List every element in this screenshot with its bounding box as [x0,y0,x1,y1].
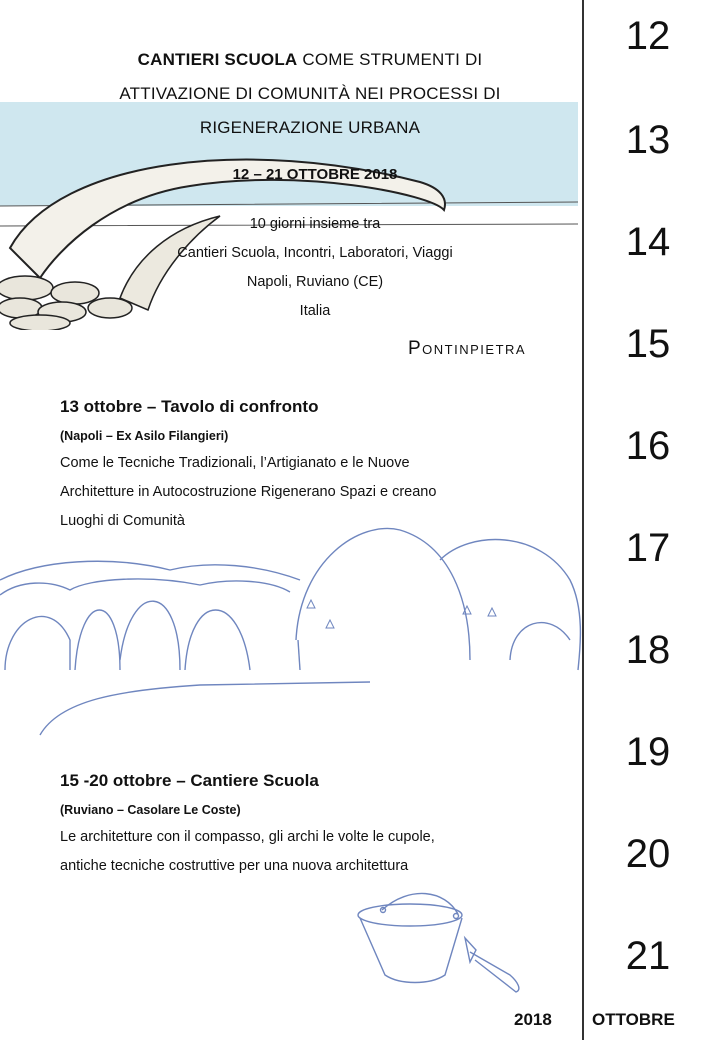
event-1-desc-1: Come le Tecniche Tradizionali, l’Artigianato e le Nuove [60,455,410,471]
footer-month: OTTOBRE [592,1010,675,1029]
event-2-desc-1: Le architetture con il compasso, gli archi le volte le cupole, [60,829,435,845]
intro-line-2: Cantieri Scuola, Incontri, Laboratori, Viaggi [177,245,453,261]
day-20: 20 [625,832,671,876]
day-17: 17 [625,526,671,570]
day-16: 16 [625,424,671,468]
day-18: 18 [625,628,671,672]
day-14: 14 [625,220,671,264]
event-2-title: 15 -20 ottobre – Cantiere Scuola [60,771,319,790]
intro-line-4: Italia [299,303,331,319]
title-line-1 [40,50,580,70]
event-1-desc-3: Luoghi di Comunità [60,513,185,529]
event-2-desc-2: antiche tecniche costruttive per una nuova architettura [60,858,409,874]
day-12: 12 [625,14,671,58]
calendar-divider [582,0,584,1040]
event-1-desc-2: Architetture in Autocostruzione Rigenerano Spazi e creano [60,484,437,500]
title-line-2: ATTIVAZIONE DI COMUNITÀ NEI PROCESSI DI [119,84,501,103]
intro-line-3: Napoli, Ruviano (CE) [246,274,384,290]
day-21: 21 [625,934,671,978]
day-19: 19 [625,730,671,774]
intro-line-1: 10 giorni insieme tra [249,216,381,232]
event-1-place: (Napoli – Ex Asilo Filangieri) [60,429,229,443]
arches-sketch [0,520,582,740]
event-2-place: (Ruviano – Casolare Le Coste) [60,803,241,817]
organizer-name: Pontinpietra [408,338,527,359]
bucket-trowel-sketch [350,890,530,1000]
day-15: 15 [625,322,671,366]
event-1-title: 13 ottobre – Tavolo di confronto [60,397,319,416]
title-line-3: RIGENERAZIONE URBANA [199,118,421,137]
title-bold: CANTIERI SCUOLA [137,50,298,69]
event-dates: 12 – 21 OTTOBRE 2018 [232,166,398,183]
title-rest: COME STRUMENTI DI [302,50,483,69]
day-13: 13 [625,118,671,162]
footer-year: 2018 [514,1010,552,1029]
